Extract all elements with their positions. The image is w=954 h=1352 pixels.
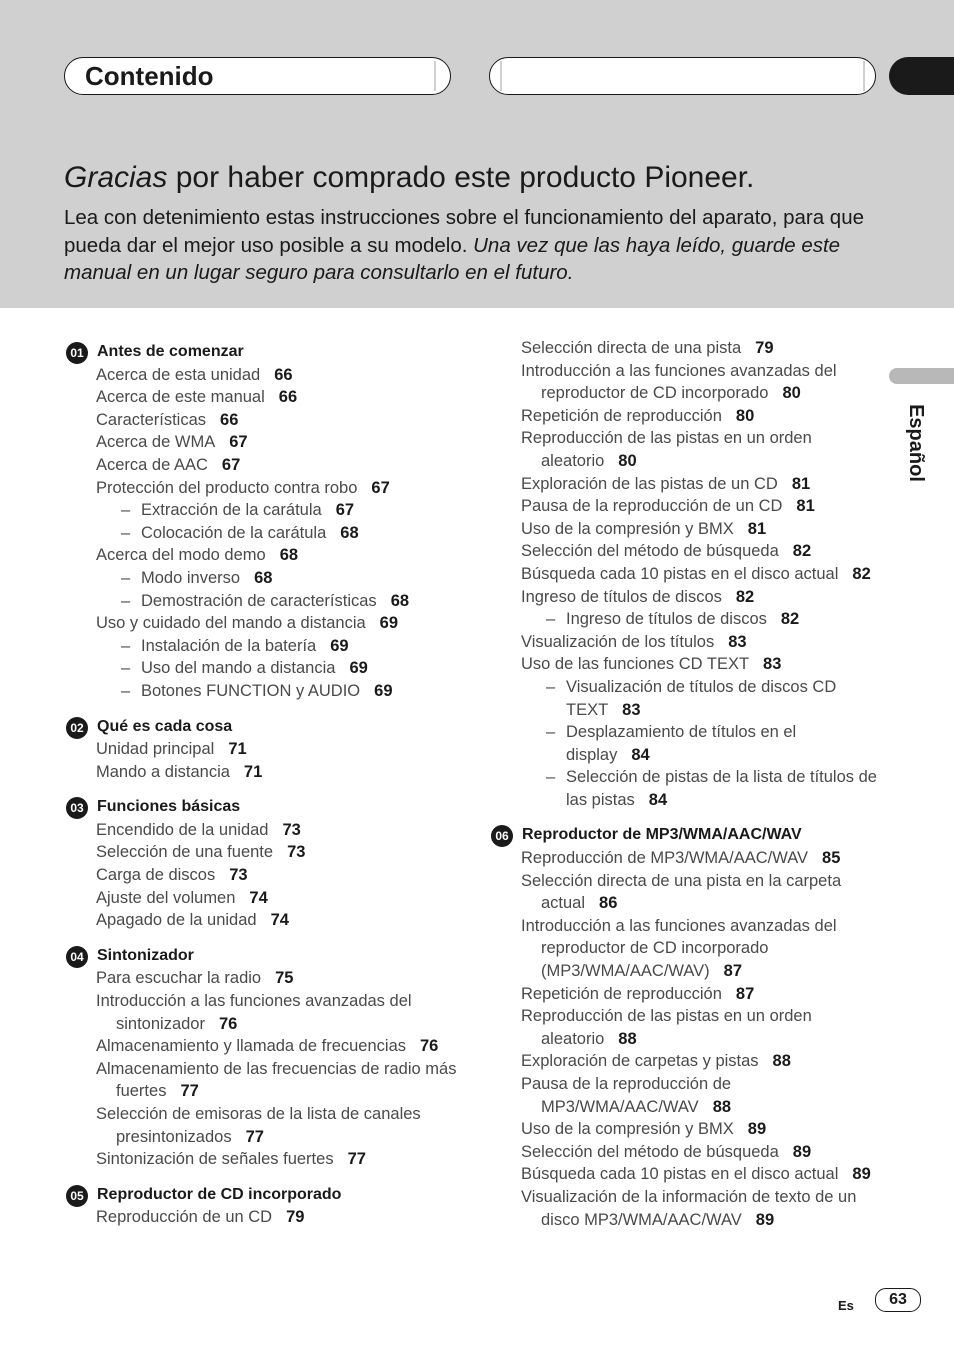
section-heading — [64, 341, 484, 364]
toc-entry — [489, 360, 879, 405]
toc-subentry — [64, 567, 484, 590]
entry-text: Selección directa de una pista en la carpeta actual — [521, 871, 842, 913]
entry-dash: – — [546, 677, 556, 696]
toc-entry — [489, 1050, 879, 1073]
toc-entry — [64, 841, 484, 864]
entry-page: 77 — [180, 1082, 199, 1101]
entry-dash: – — [546, 723, 556, 742]
entry-page: 67 — [335, 501, 355, 520]
entry-dash: – — [121, 523, 131, 542]
toc-subentry — [64, 522, 484, 545]
section-title: Qué es cada cosa — [97, 717, 233, 735]
entry-dash: – — [121, 636, 131, 655]
section-title: Funciones básicas — [97, 798, 241, 816]
toc-entry — [489, 1186, 879, 1231]
entry-page: 89 — [755, 1210, 775, 1229]
entry-page: 79 — [286, 1208, 305, 1227]
entry-page: 88 — [772, 1052, 791, 1071]
toc-entry — [64, 761, 484, 784]
entry-page: 82 — [735, 587, 755, 606]
toc-subentry — [489, 676, 879, 721]
entry-dash: – — [121, 681, 131, 700]
entry-text: Visualización de la información de texto de un disco MP3/WMA/AAC/WAV — [521, 1187, 857, 1229]
toc-entry — [489, 1118, 879, 1141]
entry-page: 68 — [254, 568, 273, 587]
toc-entry — [489, 631, 879, 654]
entry-text: Selección de una fuente — [96, 843, 274, 862]
toc-subentry — [489, 608, 879, 631]
entry-text: Reproducción de las pistas en un orden aleatorio — [521, 1007, 812, 1048]
entry-page: 81 — [791, 474, 811, 493]
intro-plain: Lea con detenimiento estas instrucciones sobre el funcionamiento del aparato, para que pueda dar el mejor uso posible a su modelo. — [64, 206, 865, 257]
entry-text: Introducción a las funciones avanzadas del reproductor de CD incorporado — [521, 361, 837, 403]
toc-entry — [64, 1103, 484, 1148]
section-number-badge: 05 — [66, 1185, 88, 1207]
toc-entry — [64, 990, 484, 1035]
entry-dash: – — [121, 591, 131, 610]
toc-entry — [489, 563, 879, 586]
entry-text: Extracción de la carátula — [141, 501, 322, 520]
page-title — [64, 158, 754, 198]
entry-text: Visualización de títulos de discos CD TEXT — [566, 677, 837, 719]
entry-page: 67 — [221, 455, 241, 474]
toc-entry — [64, 1206, 484, 1229]
toc-entry — [489, 1073, 879, 1118]
page-title-italic: Gracias — [64, 161, 168, 194]
toc-entry — [489, 518, 879, 541]
entry-dash: – — [546, 768, 556, 787]
entry-page: 74 — [249, 888, 268, 907]
page-title-rest: por haber comprado este producto Pioneer. — [167, 161, 755, 194]
entry-page: 85 — [822, 849, 841, 868]
section-heading — [64, 945, 484, 968]
toc-subentry — [64, 499, 484, 522]
toc-entry — [64, 364, 484, 387]
toc-left-column — [64, 341, 484, 1229]
entry-text: Unidad principal — [96, 740, 215, 759]
entry-text: Acerca del modo demo — [96, 546, 266, 565]
entry-text: Sintonización de señales fuertes — [96, 1150, 334, 1169]
entry-text: Protección del producto contra robo — [96, 478, 358, 497]
section-number-badge: 03 — [66, 797, 88, 819]
entry-text: Ingreso de títulos de discos — [566, 610, 767, 629]
section-spacer — [64, 1171, 484, 1184]
toc-entry — [64, 386, 484, 409]
entry-text: Búsqueda cada 10 pistas en el disco actual — [521, 564, 839, 583]
entry-text: Características — [96, 410, 207, 429]
toc-entry — [64, 887, 484, 910]
toc-entry — [64, 612, 484, 635]
entry-text: Carga de discos — [96, 866, 216, 885]
entry-text: Introducción a las funciones avanzadas del reproductor de CD incorporado (MP3/WMA/AAC/WAV) — [521, 916, 837, 981]
entry-page: 76 — [218, 1014, 238, 1033]
entry-page: 84 — [631, 745, 650, 764]
entry-dash: – — [121, 659, 131, 678]
entry-page: 66 — [278, 388, 298, 407]
entry-page: 67 — [371, 478, 390, 497]
toc-entry — [489, 915, 879, 983]
entry-text: Acerca de WMA — [96, 433, 216, 452]
entry-text: Encendido de la unidad — [96, 820, 269, 839]
entry-text: Visualización de los títulos — [521, 632, 715, 651]
entry-text: Pausa de la reproducción de MP3/WMA/AAC/WAV — [521, 1075, 732, 1116]
section-heading — [64, 796, 484, 819]
language-side-label: Español — [905, 404, 927, 482]
entry-page: 69 — [374, 681, 393, 700]
toc-entry — [64, 738, 484, 761]
section-title: Sintonizador — [97, 946, 194, 964]
entry-page: 73 — [282, 820, 301, 839]
entry-text: Acerca de este manual — [96, 388, 265, 407]
entry-page: 81 — [796, 497, 815, 516]
toc-subentry — [64, 590, 484, 613]
toc-entry — [64, 454, 484, 477]
toc-subentry — [64, 657, 484, 680]
section-title: Antes de comenzar — [97, 343, 244, 360]
entry-page: 73 — [229, 866, 248, 885]
entry-text: Selección de pistas de la lista de títulos de las pistas — [566, 768, 877, 809]
entry-page: 68 — [340, 523, 359, 542]
entry-page: 82 — [852, 564, 871, 583]
toc-entry — [489, 983, 879, 1006]
entry-text: Búsqueda cada 10 pistas en el disco actual — [521, 1165, 839, 1184]
footer-page-number: 63 — [875, 1288, 921, 1312]
entry-text: Ingreso de títulos de discos — [521, 587, 722, 606]
entry-text: Pausa de la reproducción de un CD — [521, 497, 783, 516]
section-spacer — [64, 703, 484, 716]
entry-page: 75 — [275, 969, 294, 988]
entry-page: 66 — [274, 365, 293, 384]
entry-page: 69 — [349, 659, 368, 678]
entry-page: 69 — [379, 614, 399, 633]
entry-text: Repetición de reproducción — [521, 406, 722, 425]
entry-page: 80 — [782, 384, 801, 403]
entry-dash: – — [121, 568, 131, 587]
toc-entry — [489, 405, 879, 428]
section-spacer — [64, 932, 484, 945]
entry-text: Demostración de características — [141, 591, 377, 610]
entry-page: 83 — [728, 632, 747, 651]
entry-text: Repetición de reproducción — [521, 984, 722, 1003]
entry-text: Ajuste del volumen — [96, 888, 236, 907]
entry-text: Para escuchar la radio — [96, 969, 262, 988]
entry-text: Exploración de carpetas y pistas — [521, 1052, 759, 1071]
toc-entry — [64, 1058, 484, 1103]
entry-page: 71 — [228, 740, 247, 759]
toc-entry — [64, 431, 484, 454]
intro-italic: Una vez que las haya leído, guarde este manual en un lugar seguro para consultarlo en el futuro. — [64, 233, 841, 284]
section-title: Reproductor de MP3/WMA/AAC/WAV — [522, 826, 802, 844]
entry-text: Uso y cuidado del mando a distancia — [96, 614, 366, 633]
entry-text: Uso del mando a distancia — [141, 659, 336, 678]
toc-entry — [64, 819, 484, 842]
entry-text: Apagado de la unidad — [96, 911, 257, 930]
toc-entry — [489, 1005, 879, 1050]
toc-subentry — [64, 635, 484, 658]
entry-text: Instalación de la batería — [141, 636, 317, 655]
toc-entry — [64, 477, 484, 500]
toc-entry — [489, 847, 879, 870]
entry-page: 87 — [723, 962, 743, 981]
section-title: Reproductor de CD incorporado — [97, 1185, 342, 1203]
intro-text — [64, 204, 884, 287]
entry-text: Uso de las funciones CD TEXT — [521, 655, 750, 674]
section-heading — [64, 1184, 484, 1207]
entry-page: 76 — [420, 1037, 439, 1056]
entry-page: 83 — [763, 655, 782, 674]
toc-right-column — [489, 337, 879, 1231]
section-number-badge: 01 — [66, 342, 88, 364]
toc-entry — [64, 1148, 484, 1171]
entry-page: 68 — [279, 546, 299, 565]
toc-entry — [64, 909, 484, 932]
entry-text: Reproducción de las pistas en un orden aleatorio — [521, 429, 812, 470]
toc-entry — [64, 409, 484, 432]
entry-text: Selección directa de una pista — [521, 339, 742, 357]
entry-page: 66 — [220, 410, 239, 429]
footer-language-code: Es — [838, 1298, 854, 1313]
black-section-tab — [889, 57, 954, 95]
entry-page: 87 — [735, 984, 755, 1003]
entry-text: Modo inverso — [141, 568, 241, 587]
entry-text: Exploración de las pistas de un CD — [521, 474, 778, 493]
toc-entry — [64, 864, 484, 887]
toc-entry — [489, 337, 879, 360]
entry-page: 80 — [618, 451, 637, 470]
toc-entry — [489, 586, 879, 609]
entry-text: Acerca de esta unidad — [96, 365, 261, 384]
entry-page: 86 — [599, 894, 618, 913]
entry-page: 80 — [735, 406, 755, 425]
entry-page: 88 — [712, 1097, 732, 1116]
entry-page: 68 — [390, 591, 410, 610]
toc-entry — [64, 967, 484, 990]
entry-dash: – — [121, 501, 131, 520]
entry-text: Selección del método de búsqueda — [521, 1142, 779, 1161]
toc-entry — [489, 1141, 879, 1164]
section-heading — [64, 716, 484, 739]
entry-text: Colocación de la carátula — [141, 523, 327, 542]
entry-page: 84 — [648, 790, 668, 809]
toc-subentry — [489, 721, 879, 766]
toc-entry — [489, 427, 879, 472]
section-number-badge: 04 — [66, 946, 88, 968]
toc-entry — [489, 653, 879, 676]
entry-page: 83 — [622, 700, 641, 719]
toc-entry — [64, 544, 484, 567]
entry-text: Almacenamiento de las frecuencias de radio más fuertes — [96, 1059, 457, 1101]
entry-page: 69 — [330, 636, 349, 655]
section-number-badge: 06 — [491, 825, 513, 847]
entry-page: 77 — [245, 1127, 264, 1146]
section-spacer — [64, 783, 484, 796]
toc-entry — [489, 870, 879, 915]
entry-page: 89 — [792, 1142, 812, 1161]
toc-entry — [489, 540, 879, 563]
entry-text: Botones FUNCTION y AUDIO — [141, 681, 361, 700]
entry-text: Reproducción de un CD — [96, 1208, 273, 1227]
toc-entry — [489, 473, 879, 496]
section-number-badge: 02 — [66, 717, 88, 739]
section-spacer — [489, 811, 879, 824]
toc-subentry — [489, 766, 879, 811]
entry-text: Reproducción de MP3/WMA/AAC/WAV — [521, 849, 809, 868]
toc-entry — [64, 1035, 484, 1058]
entry-page: 71 — [243, 762, 263, 781]
entry-page: 89 — [747, 1120, 767, 1139]
entry-page: 81 — [747, 519, 767, 538]
entry-page: 89 — [852, 1165, 871, 1184]
entry-page: 73 — [287, 843, 306, 862]
entry-text: Uso de la compresión y BMX — [521, 519, 734, 538]
entry-text: Selección de emisoras de la lista de canales presintonizados — [96, 1105, 421, 1146]
toc-entry — [489, 1163, 879, 1186]
entry-page: 79 — [755, 339, 774, 357]
entry-text: Selección del método de búsqueda — [521, 542, 779, 561]
contents-tab — [64, 57, 451, 95]
entry-page: 77 — [347, 1150, 366, 1169]
entry-text: Desplazamiento de títulos en el display — [566, 723, 797, 764]
blank-tab — [489, 57, 876, 95]
entry-text: Uso de la compresión y BMX — [521, 1120, 734, 1139]
toc-entry — [489, 495, 879, 518]
section-heading — [489, 824, 879, 847]
entry-page: 88 — [618, 1029, 637, 1048]
entry-text: Introducción a las funciones avanzadas del sintonizador — [96, 992, 412, 1033]
entry-page: 82 — [780, 610, 800, 629]
entry-dash: – — [546, 610, 556, 629]
language-side-bar — [889, 368, 954, 384]
entry-page: 67 — [229, 433, 248, 452]
entry-text: Acerca de AAC — [96, 455, 208, 474]
entry-page: 82 — [792, 542, 812, 561]
entry-text: Mando a distancia — [96, 762, 230, 781]
toc-subentry — [64, 680, 484, 703]
entry-text: Almacenamiento y llamada de frecuencias — [96, 1037, 406, 1056]
contents-tab-title: Contenido — [85, 61, 214, 91]
entry-page: 74 — [270, 911, 289, 930]
